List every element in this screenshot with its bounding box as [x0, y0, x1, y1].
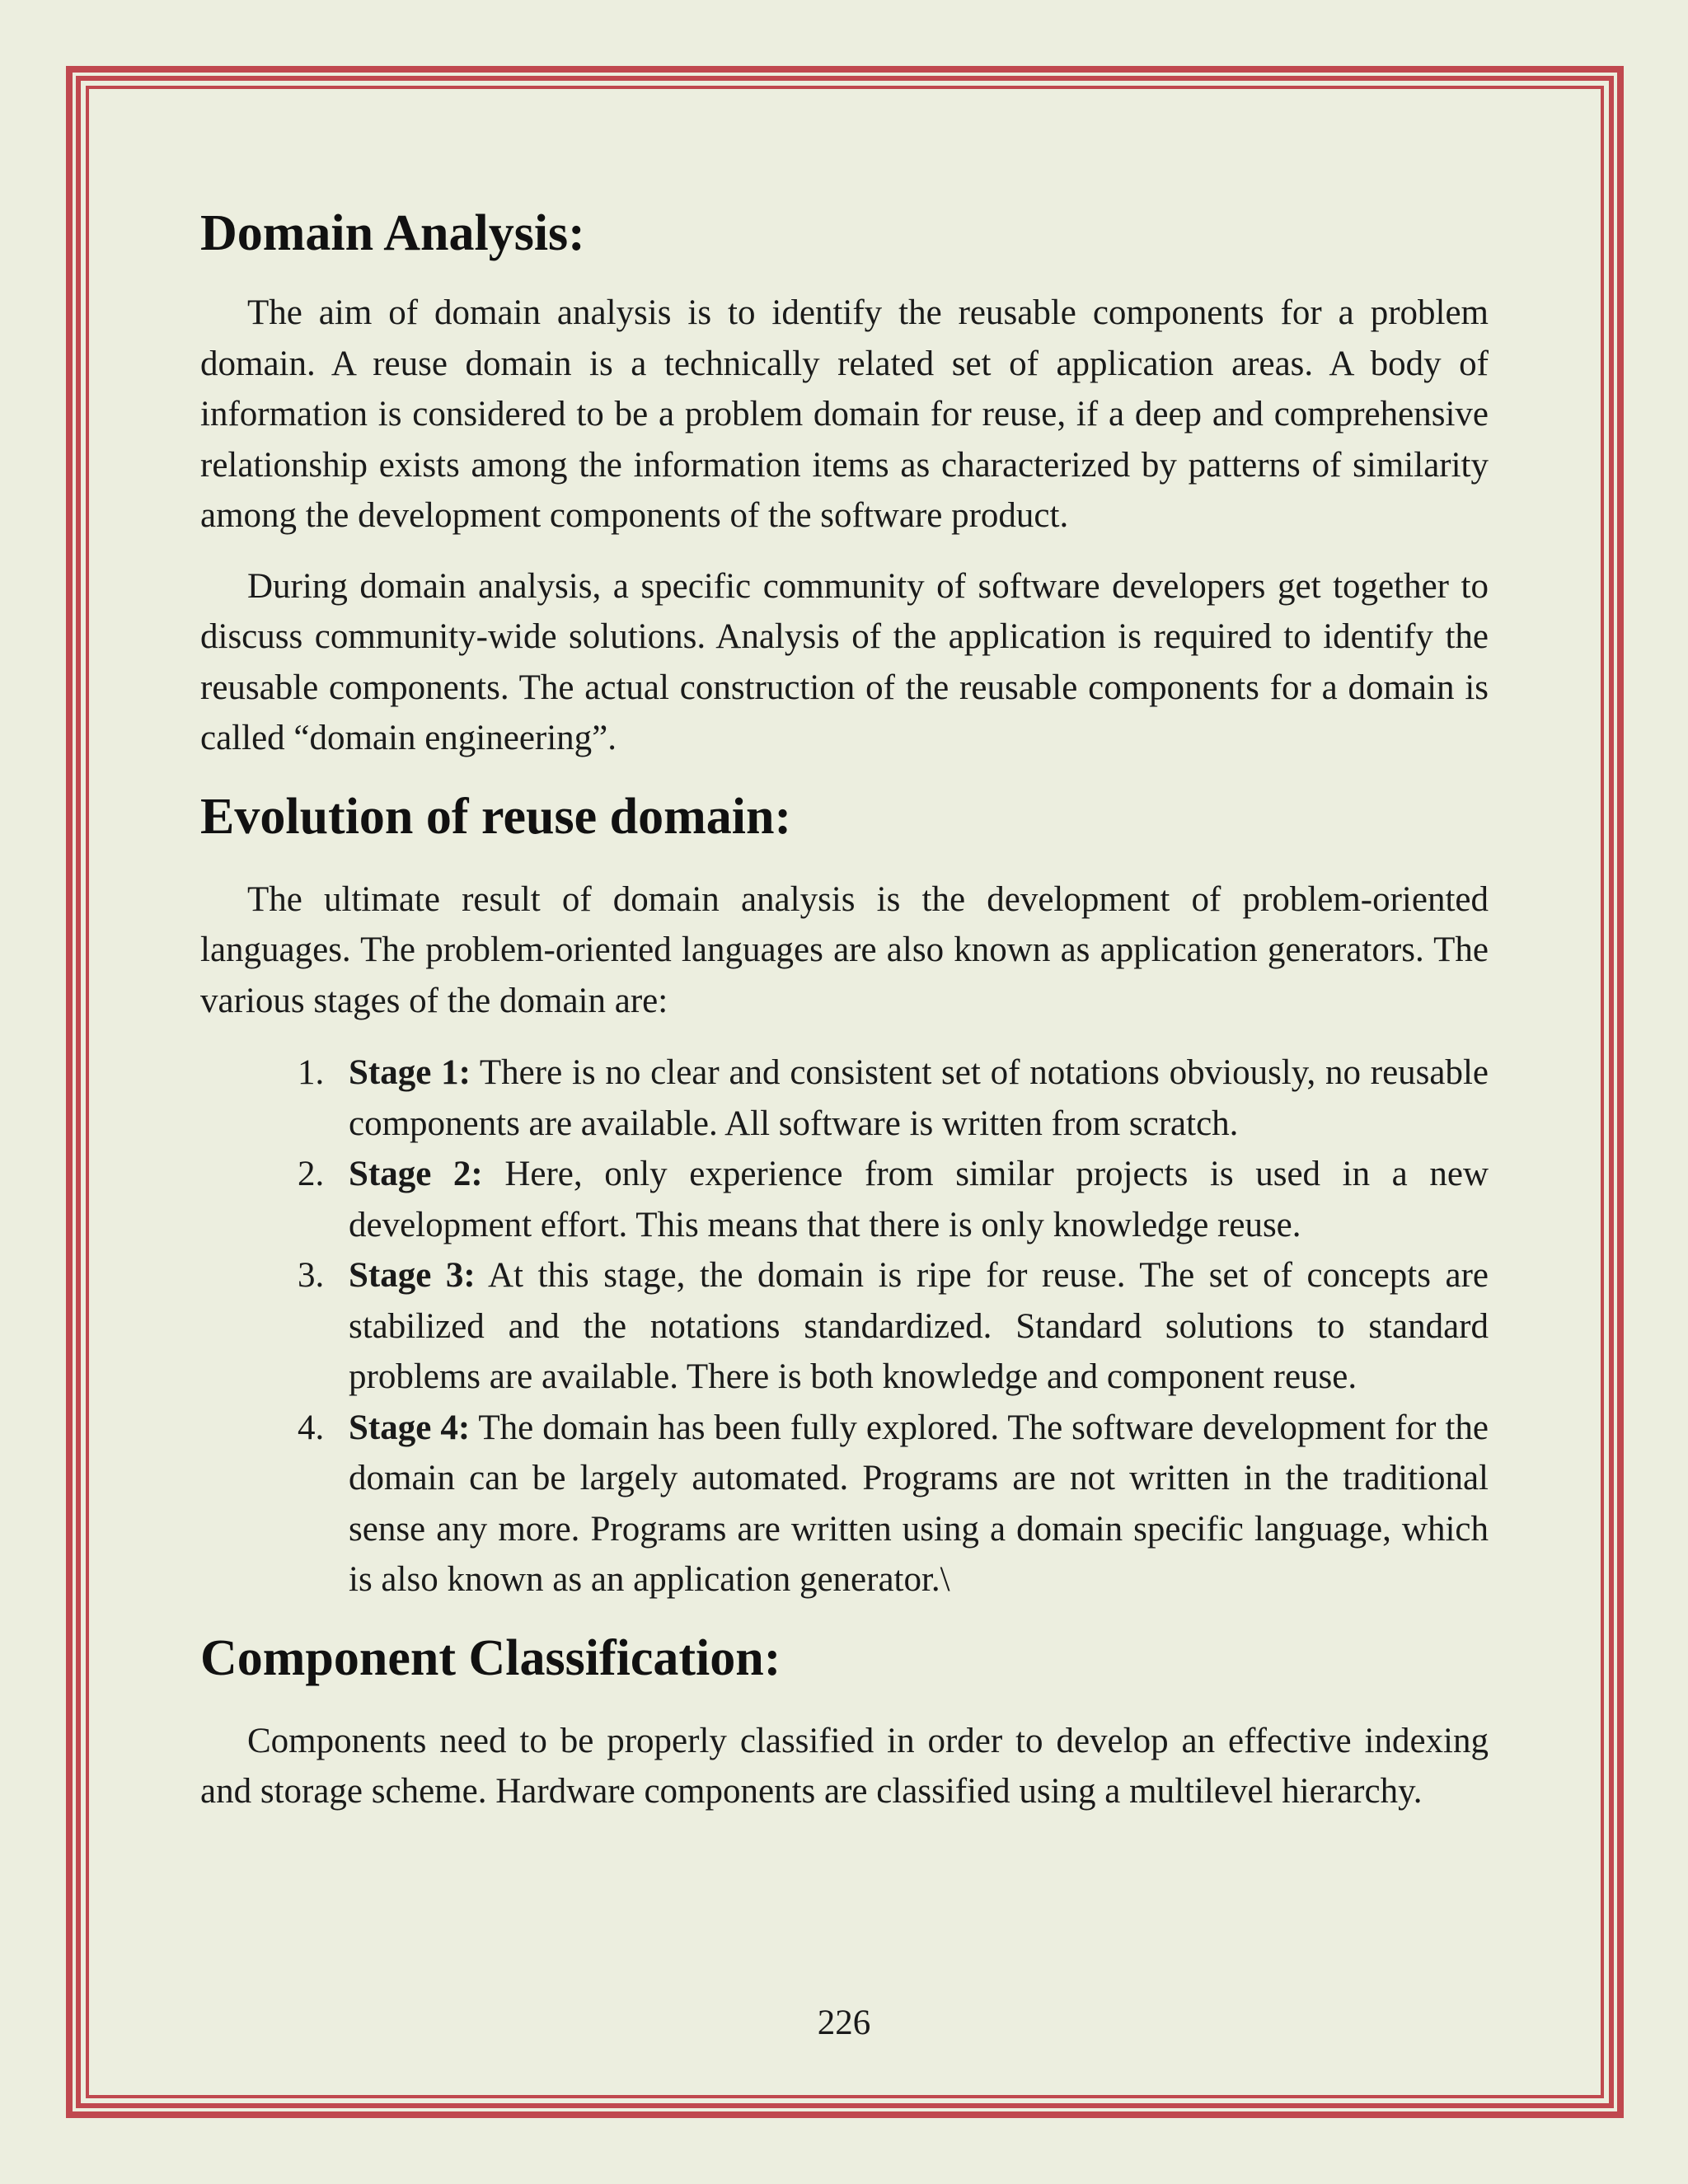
list-item-stage-1: [200, 1047, 1489, 1149]
paragraph-component-classification: Components need to be properly classified in order to develop an effective indexing and storage scheme. Hardware components are classified using a multilevel hierarchy.: [200, 1721, 1489, 1811]
heading-component-classification: Component Classification:: [200, 1629, 781, 1686]
list-number: 3.: [298, 1256, 325, 1295]
stage-text: The domain has been fully explored. The software development for the domain can be largely automated. Programs are not written in the traditional sense any more. Programs are written using a domain specific language, which is also known as an application generator.\: [349, 1408, 1489, 1599]
paragraph-domain-analysis-community: During domain analysis, a specific community of software developers get together to discuss community-wide solutions. Analysis of the application is required to identify the reusable components. The actual construction of the reusable components for a domain is called “domain engineering”.: [200, 566, 1489, 757]
stage-label: Stage 2:: [349, 1155, 483, 1193]
stage-text: Here, only experience from similar projects is used in a new development effort. This means that there is only knowledge reuse.: [349, 1155, 1489, 1244]
stage-label: Stage 3:: [349, 1256, 476, 1295]
list-item-stage-2: [200, 1149, 1489, 1250]
stages-list: [200, 1047, 1489, 1605]
paragraph-domain-analysis-aim: The aim of domain analysis is to identify the reusable components for a problem domain. A reuse domain is a technically related set of application areas. A body of information is considered to be a problem domain for reuse, if a deep and comprehensive relationship exists among the information items as characterized by patterns of similarity among the development components of the software product.: [200, 293, 1489, 535]
list-number: 4.: [298, 1408, 325, 1447]
paragraph-evolution-intro: The ultimate result of domain analysis is the development of problem-oriented languages. The problem-oriented languages are also known as application generators. The various stages of the domain are:: [200, 879, 1489, 1020]
list-number: 2.: [298, 1155, 325, 1193]
list-item-stage-4: [200, 1403, 1489, 1605]
stage-text: There is no clear and consistent set of notations obviously, no reusable components are available. All software is written from scratch.: [349, 1053, 1489, 1143]
list-number: 1.: [298, 1053, 325, 1092]
page-content: [200, 185, 1489, 1817]
heading-domain-analysis: Domain Analysis:: [200, 205, 585, 261]
list-item-stage-3: [200, 1250, 1489, 1403]
stage-label: Stage 4:: [349, 1408, 471, 1447]
stage-label: Stage 1:: [349, 1053, 471, 1092]
heading-evolution-of-reuse-domain: Evolution of reuse domain:: [200, 788, 792, 845]
stage-text: At this stage, the domain is ripe for reuse. The set of concepts are stabilized and the notations standardized. Standard solutions to standard problems are available. There is both knowledge and component reuse.: [349, 1256, 1489, 1396]
page-number: 226: [817, 2004, 871, 2042]
